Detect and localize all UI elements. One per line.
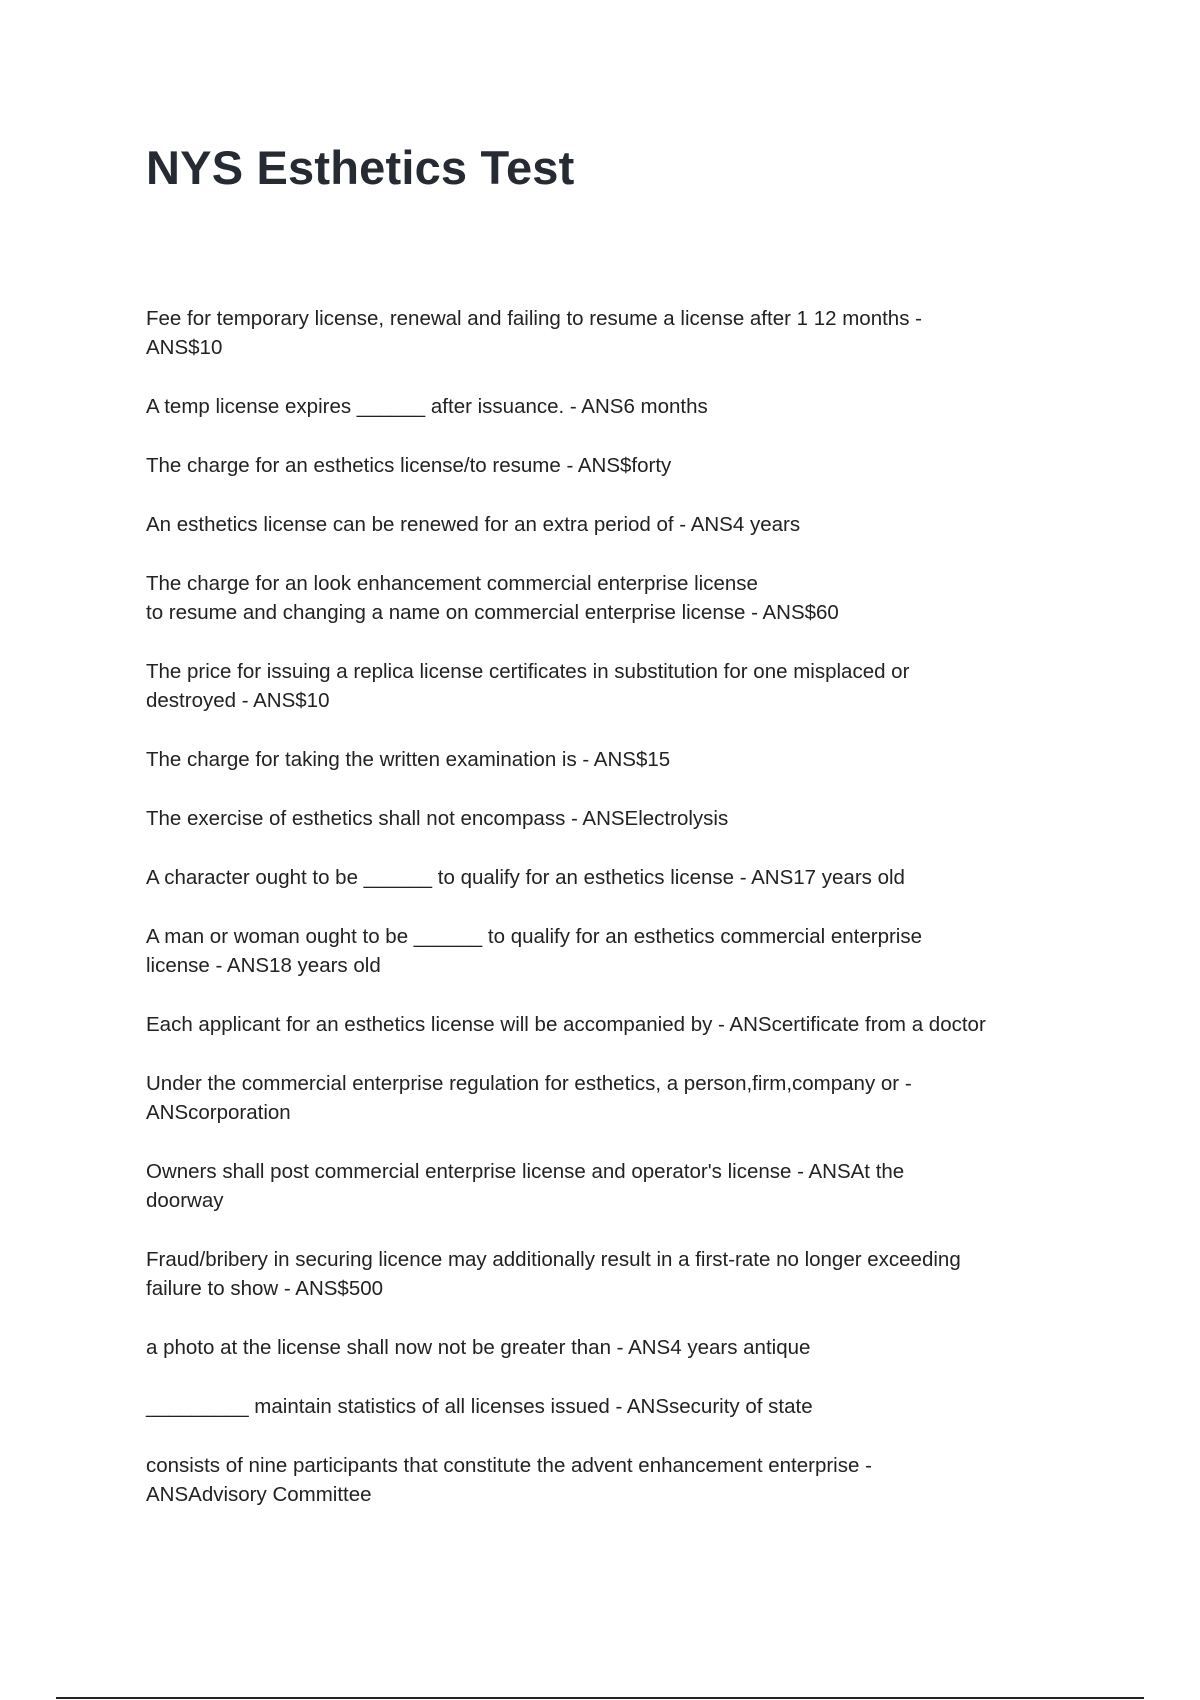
qa-text-line-1: An esthetics license can be renewed for an extra period of - ANS4 years: [146, 513, 801, 536]
qa-item: [146, 922, 1076, 980]
qa-item: [146, 569, 1076, 627]
qa-item: [146, 863, 1076, 892]
qa-text-line-2: to resume and changing a name on commercial enterprise license - ANS$60: [146, 601, 839, 624]
qa-text-line-2: doorway: [146, 1189, 224, 1212]
qa-text-line-1: Fraud/bribery in securing licence may additionally result in a first-rate no longer exceeding: [146, 1248, 961, 1271]
qa-item: [146, 451, 1076, 480]
qa-item: [146, 1069, 1076, 1127]
qa-text-line-1: The charge for an esthetics license/to resume - ANS$forty: [146, 454, 672, 477]
qa-text-line-2: destroyed - ANS$10: [146, 689, 330, 712]
qa-text-line-1: A temp license expires ______ after issuance. - ANS6 months: [146, 395, 708, 418]
qa-text-line-1: The charge for an look enhancement commercial enterprise license: [146, 572, 758, 595]
qa-text-line-2: ANSAdvisory Committee: [146, 1483, 372, 1506]
qa-item: [146, 804, 1076, 833]
qa-text-line-1: A man or woman ought to be ______ to qualify for an esthetics commercial enterprise: [146, 925, 923, 948]
qa-item: [146, 1451, 1076, 1509]
qa-text-line-2: ANS$10: [146, 336, 223, 359]
qa-item: [146, 1392, 1076, 1421]
qa-text-line-2: license - ANS18 years old: [146, 954, 381, 977]
document-title: NYS Esthetics Test: [146, 141, 575, 194]
qa-item: [146, 1333, 1076, 1362]
qa-item: [146, 1010, 1076, 1039]
qa-text-line-2: failure to show - ANS$500: [146, 1277, 384, 1300]
qa-text-line-1: A character ought to be ______ to qualify for an esthetics license - ANS17 years old: [146, 866, 905, 889]
qa-text-line-1: The price for issuing a replica license certificates in substitution for one misplaced or: [146, 660, 910, 683]
qa-text-line-1: Under the commercial enterprise regulation for esthetics, a person,firm,company or -: [146, 1072, 912, 1095]
qa-item: [146, 1245, 1076, 1303]
qa-text-line-2: ANScorporation: [146, 1101, 291, 1124]
qa-text-line-1: a photo at the license shall now not be greater than - ANS4 years antique: [146, 1336, 811, 1359]
qa-text-line-1: Each applicant for an esthetics license will be accompanied by - ANScertificate from a doctor: [146, 1013, 986, 1036]
footer-divider: [56, 1697, 1144, 1699]
qa-item: [146, 510, 1076, 539]
qa-list: [146, 304, 1076, 1539]
qa-text-line-1: Owners shall post commercial enterprise license and operator's license - ANSAt the: [146, 1160, 905, 1183]
qa-item: [146, 1157, 1076, 1215]
qa-text-line-1: The charge for taking the written examination is - ANS$15: [146, 748, 671, 771]
qa-item: [146, 657, 1076, 715]
qa-item: [146, 392, 1076, 421]
qa-text-line-1: _________ maintain statistics of all licenses issued - ANSsecurity of state: [146, 1395, 813, 1418]
qa-text-line-1: consists of nine participants that constitute the advent enhancement enterprise -: [146, 1454, 872, 1477]
qa-text-line-1: The exercise of esthetics shall not encompass - ANSElectrolysis: [146, 807, 729, 830]
qa-item: [146, 304, 1076, 362]
qa-text-line-1: Fee for temporary license, renewal and failing to resume a license after 1 12 months -: [146, 307, 922, 330]
qa-item: [146, 745, 1076, 774]
